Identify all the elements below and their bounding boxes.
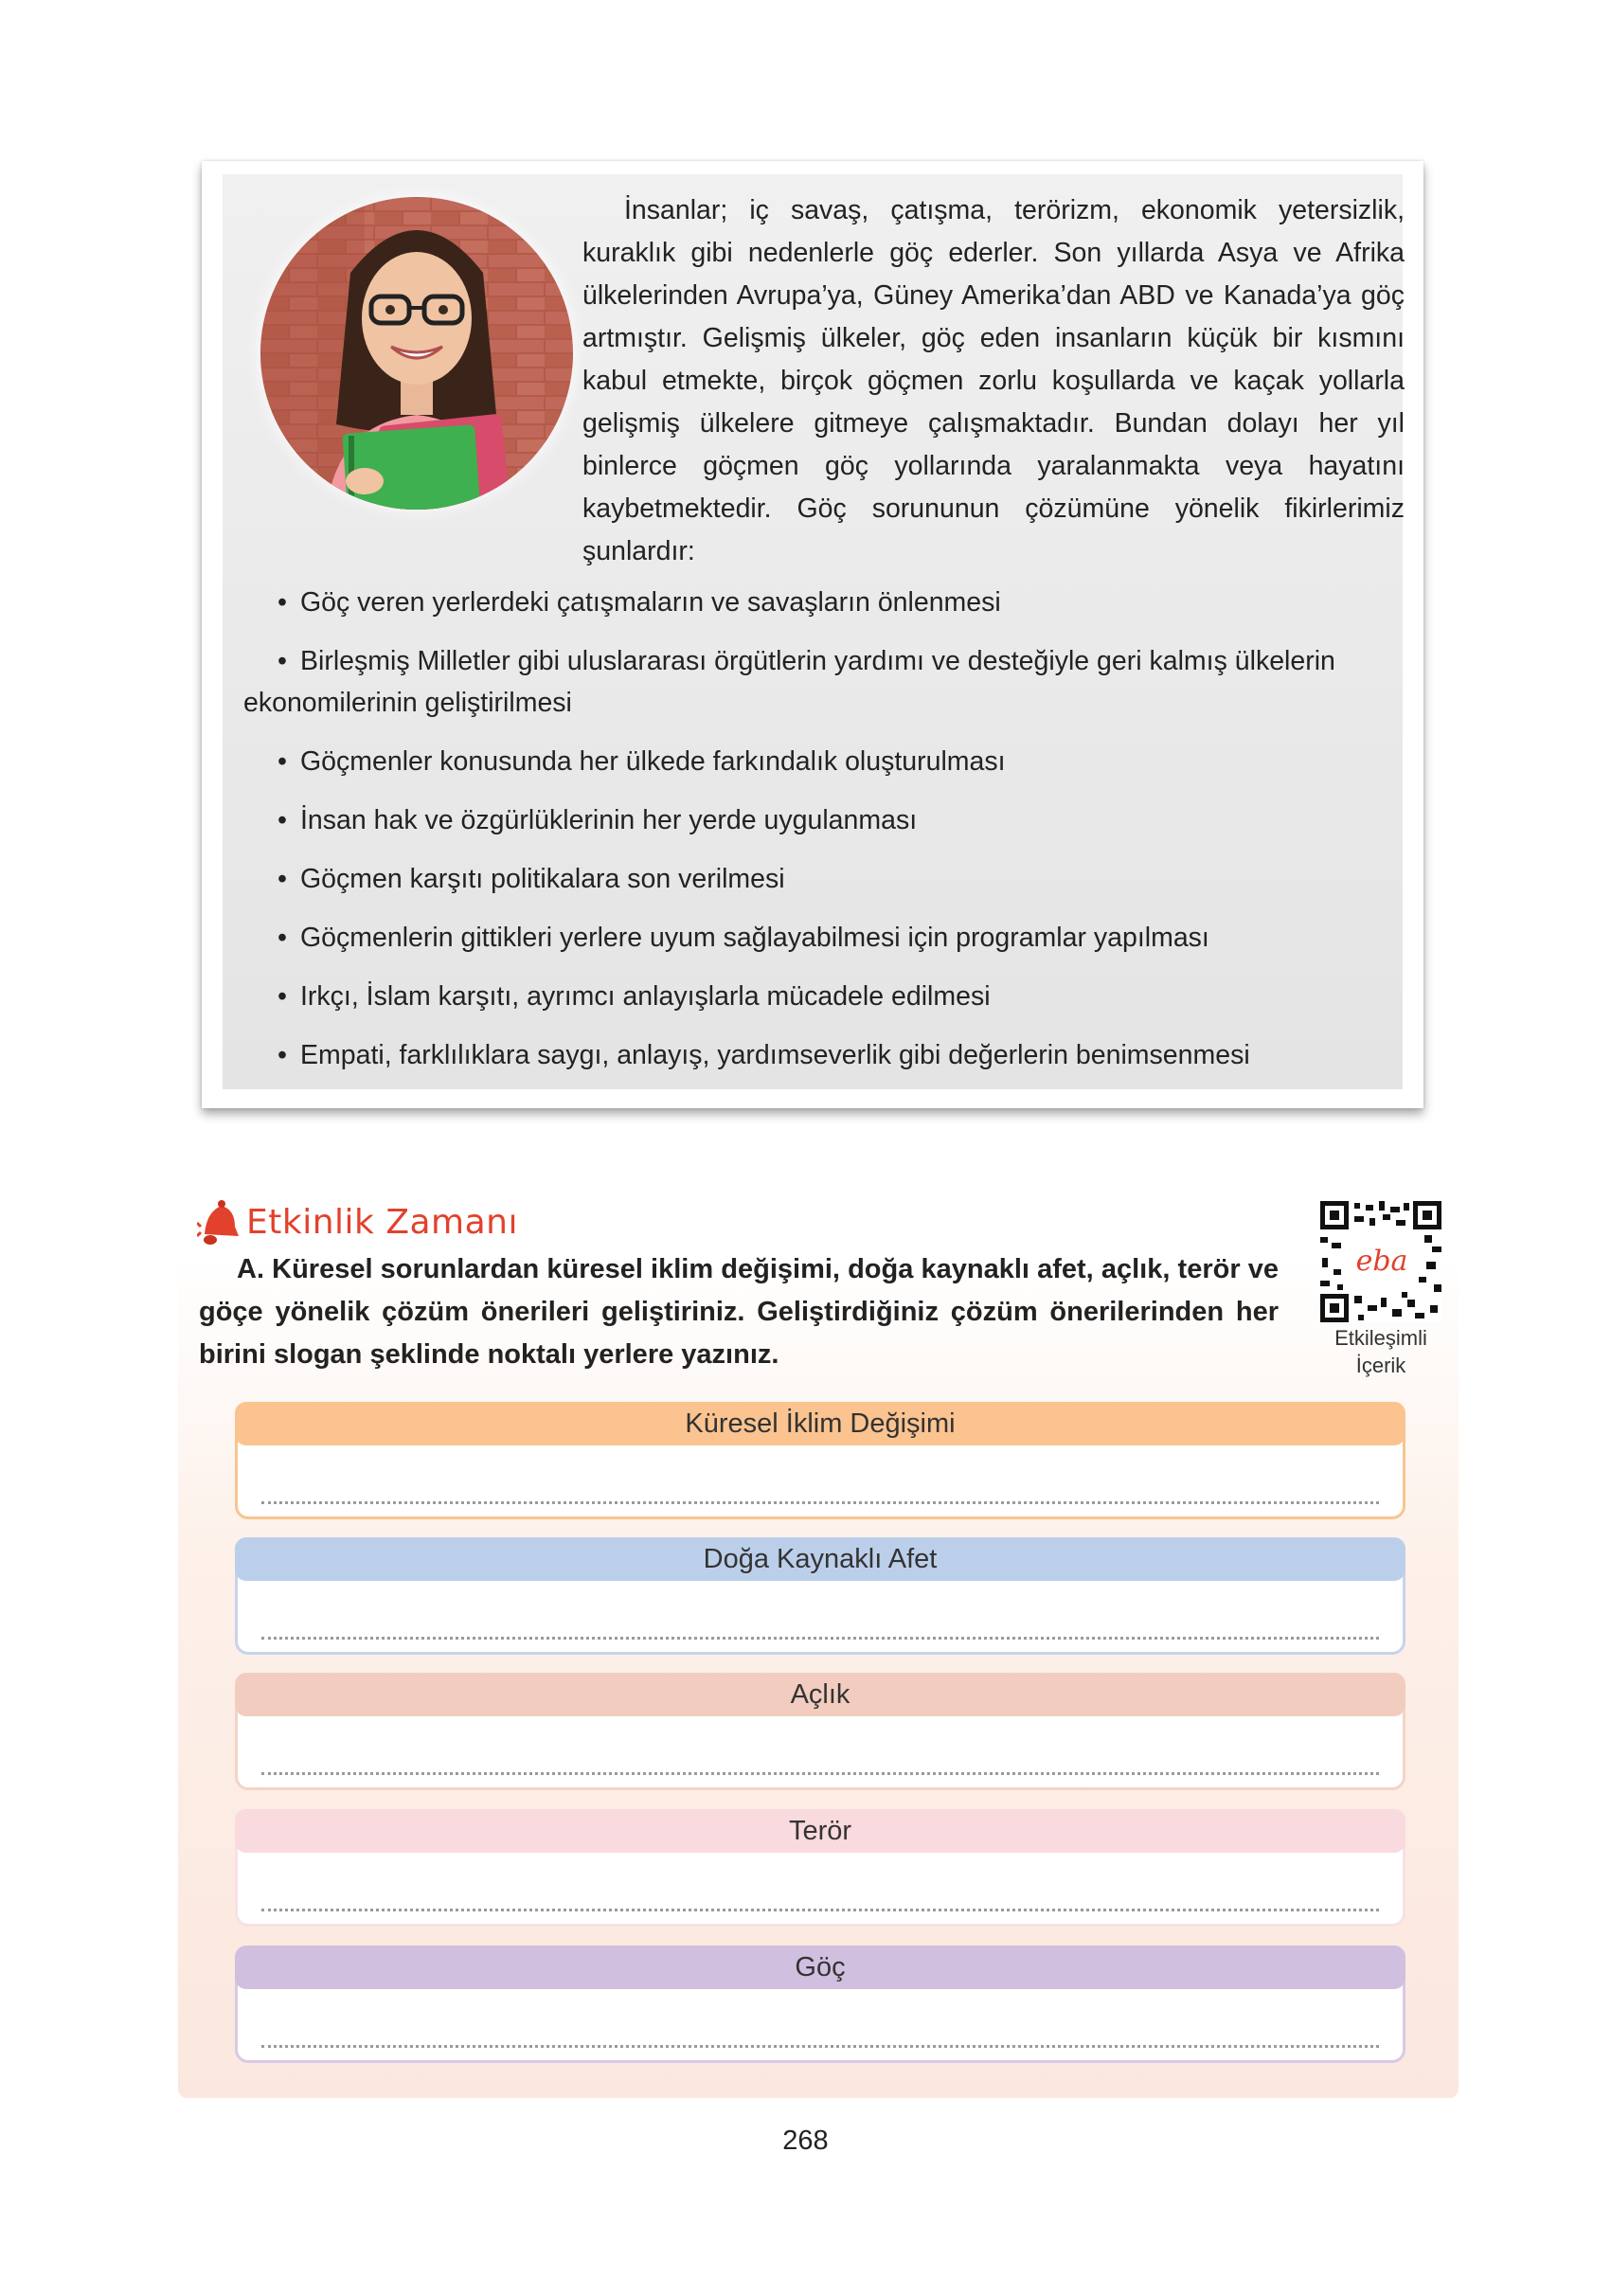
reading-card [202, 161, 1423, 1108]
topic-hunger [235, 1673, 1405, 1790]
list-item-text: Irkçı, İslam karşıtı, ayrımcı anlayışlarla mücadele edilmesi [300, 981, 991, 1012]
answer-line[interactable] [261, 1499, 1379, 1504]
bullet-dot: • [277, 1040, 287, 1070]
bullet-dot: • [277, 805, 287, 835]
list-item-text: Göçmen karşıtı politikalara son verilmesi [300, 864, 785, 894]
qr-code-icon[interactable] [1320, 1201, 1441, 1322]
list-item-text: Göç veren yerlerdeki çatışmaların ve savaşların önlenmesi [300, 587, 1001, 618]
list-item [243, 917, 1405, 959]
topic-migration [235, 1946, 1405, 2063]
topic-climate [235, 1402, 1405, 1519]
bullet-dot: • [277, 746, 287, 777]
bullet-dot: • [277, 923, 287, 953]
bullet-dot: • [277, 864, 287, 894]
qr-label-line1: Etkileşimli [1334, 1326, 1427, 1350]
topic-header: Göç [235, 1946, 1405, 1989]
qr-label-line2: İçerik [1355, 1354, 1406, 1377]
bell-icon [197, 1198, 239, 1246]
list-item [243, 799, 1405, 841]
list-item [243, 858, 1405, 900]
list-item-text: Birleşmiş Milletler gibi uluslararası örgütlerin yardımı ve desteğiyle geri kalmış ülkelerin ekonomilerinin geliştirilmesi [243, 646, 1335, 718]
list-item [243, 976, 1405, 1017]
qr-label [1319, 1324, 1442, 1379]
activity-header [197, 1195, 518, 1248]
bullet-dot: • [277, 646, 287, 676]
list-item [243, 741, 1405, 782]
answer-line[interactable] [261, 1635, 1379, 1640]
topic-header: Küresel İklim Değişimi [235, 1402, 1405, 1445]
qr-block[interactable] [1319, 1201, 1442, 1379]
topic-disaster [235, 1537, 1405, 1655]
bullet-dot: • [277, 587, 287, 618]
activity-instruction: A. Küresel sorunlardan küresel iklim değişimi, doğa kaynaklı afet, açlık, terör ve göçe yönelik çözüm önerileri geliştiriniz. Geliştirdiğiniz çözüm önerilerinden her birini slogan şeklinde noktalı yerlere yazınız. [199, 1254, 1279, 1370]
reading-card-inner [223, 174, 1403, 1089]
list-item [243, 1034, 1405, 1076]
list-item-text: İnsan hak ve özgürlüklerinin her yerde uygulanması [300, 805, 918, 835]
intro-paragraph: İnsanlar; iç savaş, çatışma, terörizm, ekonomik yetersizlik, kuraklık gibi nedenlerle göç ederler. Son yıllarda Asya ve Afrika ülkelerinden Avrupa’ya, Güney Amerika’dan ABD ve Kanada’ya göç artmıştır. Gelişmiş ülkeler, göç eden insanların küçük bir kısmını kabul etmekte, birçok göçmen zorlu koşullarda ve kaçak yollarla gelişmiş ülkelere gitmeye çalışmaktadır. Bundan dolayı her yıl binlerce göçmen göç yollarında yaralanmakta veya hayatını kaybetmektedir. Göç sorununun çözümüne yönelik fikirlerimiz şunlardır: [582, 195, 1405, 566]
topic-header: Terör [235, 1809, 1405, 1853]
bullet-dot: • [277, 981, 287, 1012]
student-illustration [260, 197, 573, 510]
answer-line[interactable] [261, 2043, 1379, 2048]
topic-terror [235, 1809, 1405, 1927]
list-item-text: Empati, farklılıklara saygı, anlayış, yardımseverlik gibi değerlerin benimsenmesi [300, 1040, 1250, 1070]
list-item [243, 640, 1405, 724]
answer-line[interactable] [261, 1770, 1379, 1775]
activity-title: Etkinlik Zamanı [246, 1202, 518, 1242]
topic-header: Açlık [235, 1673, 1405, 1716]
list-item [243, 582, 1405, 623]
page-number: 268 [782, 2126, 829, 2156]
topic-header: Doğa Kaynaklı Afet [235, 1537, 1405, 1581]
eba-logo: eba [1355, 1245, 1408, 1278]
answer-line[interactable] [261, 1907, 1379, 1911]
solution-list [243, 582, 1405, 1093]
list-item-text: Göçmenlerin gittikleri yerlere uyum sağlayabilmesi için programlar yapılması [300, 923, 1209, 953]
list-item-text: Göçmenler konusunda her ülkede farkındalık oluşturulması [300, 746, 1006, 777]
activity-section [178, 1184, 1459, 2098]
student-photo [260, 197, 573, 510]
